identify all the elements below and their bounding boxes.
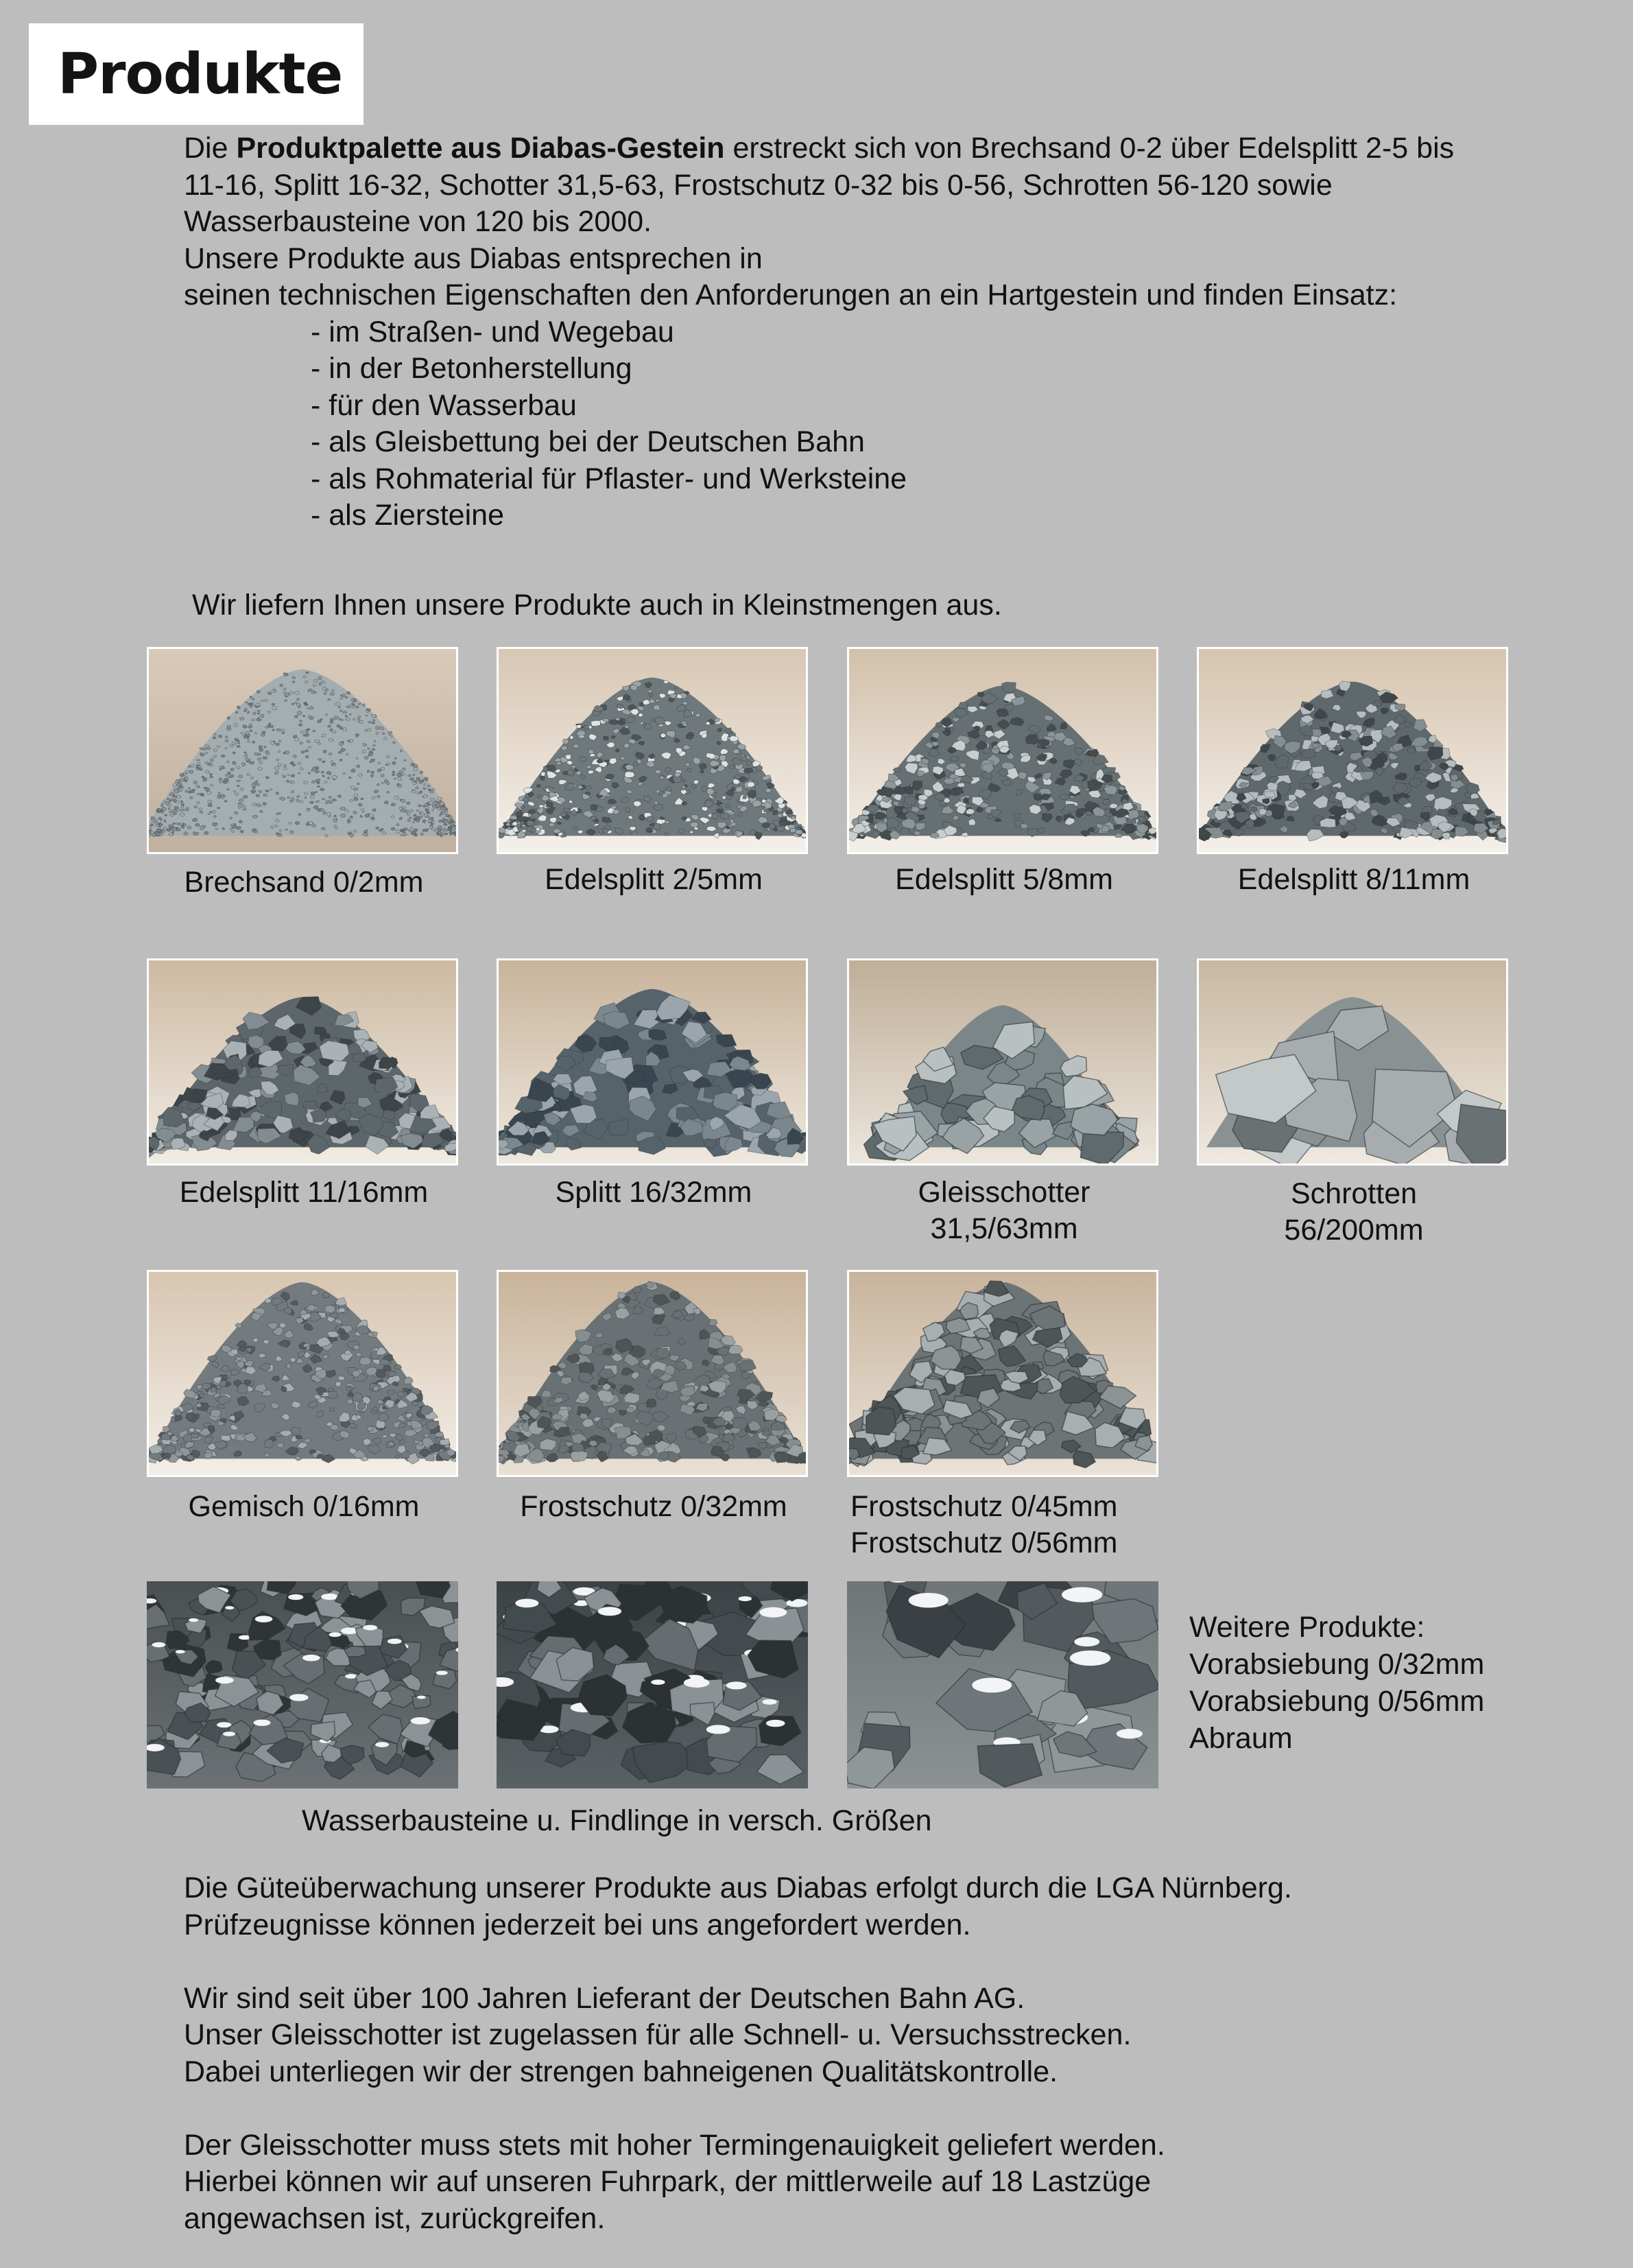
wasserbausteine-photo-2 — [497, 1581, 808, 1788]
product-caption: Gemisch 0/16mm — [188, 1490, 420, 1523]
bahn-paragraph: Wir sind seit über 100 Jahren Lieferant der Deutschen Bahn AG. Unser Gleisschotter ist zugelassen für alle Schnell- u. Versuchsstrecken. Dabei unterliegen wir der strengen bahneigenen Qualitätskontrolle. — [184, 1981, 1132, 2088]
product-caption: Splitt 16/32mm — [555, 1176, 752, 1209]
product-photo-splitt-16-32 — [497, 958, 808, 1166]
product-photo-edelsplitt-8-11 — [1197, 647, 1508, 854]
list-item: - als Gleisbettung bei der Deutschen Bahn — [311, 425, 865, 458]
stone-pile-illustration — [149, 649, 456, 852]
list-item: Abraum — [1189, 1722, 1293, 1755]
intro-text — [184, 130, 1459, 534]
intro-paragraph-2-line-1: Unsere Produkte aus Diabas entsprechen in — [184, 241, 763, 275]
stone-pile-illustration — [847, 1581, 1158, 1788]
stone-pile-illustration — [499, 960, 806, 1163]
product-caption: Gleisschotter 31,5/63mm — [918, 1176, 1090, 1245]
list-item: - als Rohmaterial für Pflaster- und Werksteine — [311, 462, 907, 495]
stone-pile-illustration — [149, 960, 456, 1163]
list-item: Vorabsiebung 0/32mm — [1189, 1648, 1485, 1681]
product-photo-edelsplitt-2-5 — [497, 647, 808, 854]
product-caption: Frostschutz 0/32mm — [520, 1490, 787, 1523]
product-caption: Edelsplitt 5/8mm — [895, 863, 1113, 896]
product-photo-frostschutz-0-32 — [497, 1270, 808, 1477]
page-title: Produkte — [58, 41, 343, 107]
tagline: Wir liefern Ihnen unsere Produkte auch in Kleinstmengen aus. — [192, 589, 1002, 622]
stone-pile-illustration — [1199, 649, 1506, 852]
product-caption: Edelsplitt 8/11mm — [1237, 863, 1470, 896]
wasserbausteine-photo-3 — [847, 1581, 1158, 1788]
product-photo-edelsplitt-11-16 — [147, 958, 458, 1166]
product-photo-schrotten — [1197, 958, 1508, 1166]
product-caption: Edelsplitt 2/5mm — [545, 863, 763, 896]
stone-pile-illustration — [149, 1272, 456, 1475]
stone-pile-illustration — [147, 1581, 458, 1788]
bottom-text — [184, 1870, 1555, 2237]
wasserbausteine-photo-1 — [147, 1581, 458, 1788]
intro-bold-phrase: Produktpalette aus Diabas-Gestein — [236, 132, 725, 165]
list-item: - als Ziersteine — [311, 499, 504, 532]
stone-pile-illustration — [849, 1272, 1156, 1475]
intro-paragraph-2-line-2: seinen technischen Eigenschaften den Anforderungen an ein Hartgestein und finden Einsatz: — [184, 279, 1398, 311]
further-products — [1189, 1609, 1484, 1757]
product-caption: Edelsplitt 11/16mm — [179, 1176, 429, 1209]
product-photo-brechsand — [147, 647, 458, 854]
uses-list — [184, 314, 1459, 534]
intro-paragraph-1: Die Produktpalette aus Diabas-Gestein erstreckt sich von Brechsand 0-2 über Edelsplitt 2-5 bis 11-16, Splitt 16-32, Schotter 31,5-63, Frostschutz 0-32 bis 0-56, Schrotten 56-120 sowie Wasserbausteine von 120 bis 2000. — [184, 132, 1455, 238]
page-title-box — [29, 23, 363, 125]
stone-pile-illustration — [499, 1272, 806, 1475]
product-photo-edelsplitt-5-8 — [847, 647, 1158, 854]
fleet-paragraph: Der Gleisschotter muss stets mit hoher Termingenauigkeit geliefert werden. Hierbei können wir auf unseren Fuhrpark, der mittlerweile auf 18 Lastzüge angewachsen ist, zurückgreifen. — [184, 2128, 1165, 2235]
product-caption: Schrotten 56/200mm — [1284, 1177, 1424, 1247]
quality-paragraph: Die Güteüberwachung unserer Produkte aus Diabas erfolgt durch die LGA Nürnberg. Prüfzeugnisse können jederzeit bei uns angefordert werden. — [184, 1871, 1292, 1941]
stone-pile-illustration — [849, 649, 1156, 852]
further-products-heading: Weitere Produkte: — [1189, 1611, 1425, 1644]
product-photo-gemisch — [147, 1270, 458, 1477]
product-photo-frostschutz-0-45 — [847, 1270, 1158, 1477]
stone-pile-illustration — [849, 960, 1156, 1163]
wasserbausteine-caption: Wasserbausteine u. Findlinge in versch. Größen — [302, 1804, 932, 1837]
stone-pile-illustration — [499, 649, 806, 852]
product-photo-gleisschotter — [847, 958, 1158, 1166]
stone-pile-illustration — [1199, 960, 1506, 1163]
list-item: - in der Betonherstellung — [311, 352, 632, 385]
list-item: Vorabsiebung 0/56mm — [1189, 1685, 1485, 1718]
product-caption: Brechsand 0/2mm — [184, 866, 424, 899]
stone-pile-illustration — [497, 1581, 808, 1788]
list-item: - für den Wasserbau — [311, 388, 577, 422]
product-caption: Frostschutz 0/45mm Frostschutz 0/56mm — [850, 1490, 1118, 1559]
list-item: - im Straßen- und Wegebau — [311, 315, 674, 349]
